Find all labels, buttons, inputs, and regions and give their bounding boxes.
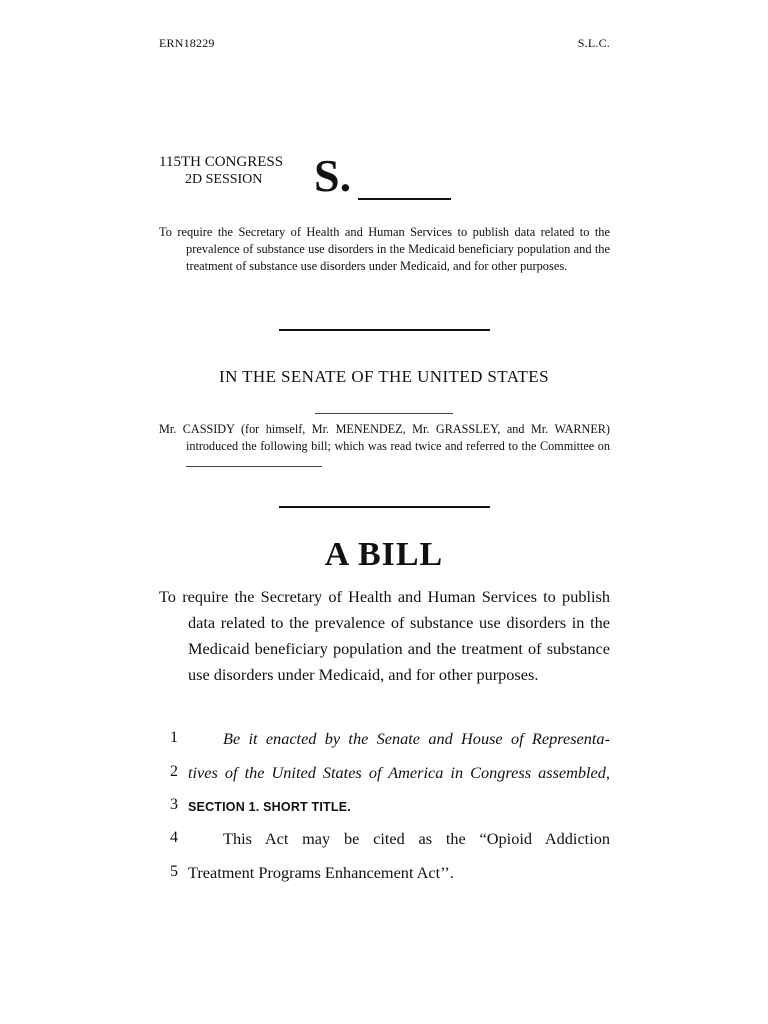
congress-label: 115TH CONGRESS xyxy=(159,154,284,170)
section-text-line: Treatment Programs Enhancement Act’’. xyxy=(188,863,454,882)
purpose-statement: To require the Secretary of Health and Human Services to publish data related to the prevalence of substance use disorders in the Medicaid beneficiary population and the treatment of substance use disorders under Medicaid, and for other purposes. xyxy=(159,587,610,684)
senate-heading: IN THE SENATE OF THE UNITED STATES xyxy=(219,367,549,386)
divider-rule xyxy=(279,506,490,508)
bill-title: A BILL xyxy=(324,536,444,573)
document-id: ERN18229 xyxy=(159,36,215,50)
divider-rule xyxy=(279,329,490,331)
divider-rule-thin xyxy=(315,413,453,414)
line-number: 4 xyxy=(170,829,178,846)
sponsors-text: Mr. CASSIDY (for himself, Mr. MENENDEZ, Mr. GRASSLEY, and Mr. WARNER) introduced the following bill; which was read twice and referred to the Committee on xyxy=(159,422,610,453)
enacting-clause-line: Be it enacted by the Senate and House of Representa- xyxy=(223,729,610,748)
committee-blank xyxy=(186,456,322,467)
purpose-summary: To require the Secretary of Health and Human Services to publish data related to the prevalence of substance use disorders in the Medicaid beneficiary population and the treatment of substance use disorders under Medicaid, and for other purposes. xyxy=(159,225,610,273)
office-code: S.L.C. xyxy=(577,36,610,50)
enacting-clause-line: tives of the United States of America in Congress assembled, xyxy=(188,763,610,782)
session-label: 2D SESSION xyxy=(185,172,263,187)
line-number: 3 xyxy=(170,796,178,813)
line-number: 5 xyxy=(170,863,178,880)
line-number: 2 xyxy=(170,763,178,780)
bill-number-blank xyxy=(358,198,451,200)
line-number: 1 xyxy=(170,729,178,746)
section-heading: SECTION 1. SHORT TITLE. xyxy=(188,800,351,814)
bill-chamber-prefix: S. xyxy=(314,150,352,201)
section-text-line: This Act may be cited as the “Opioid Addiction xyxy=(223,829,610,848)
sponsors-statement xyxy=(159,421,610,472)
